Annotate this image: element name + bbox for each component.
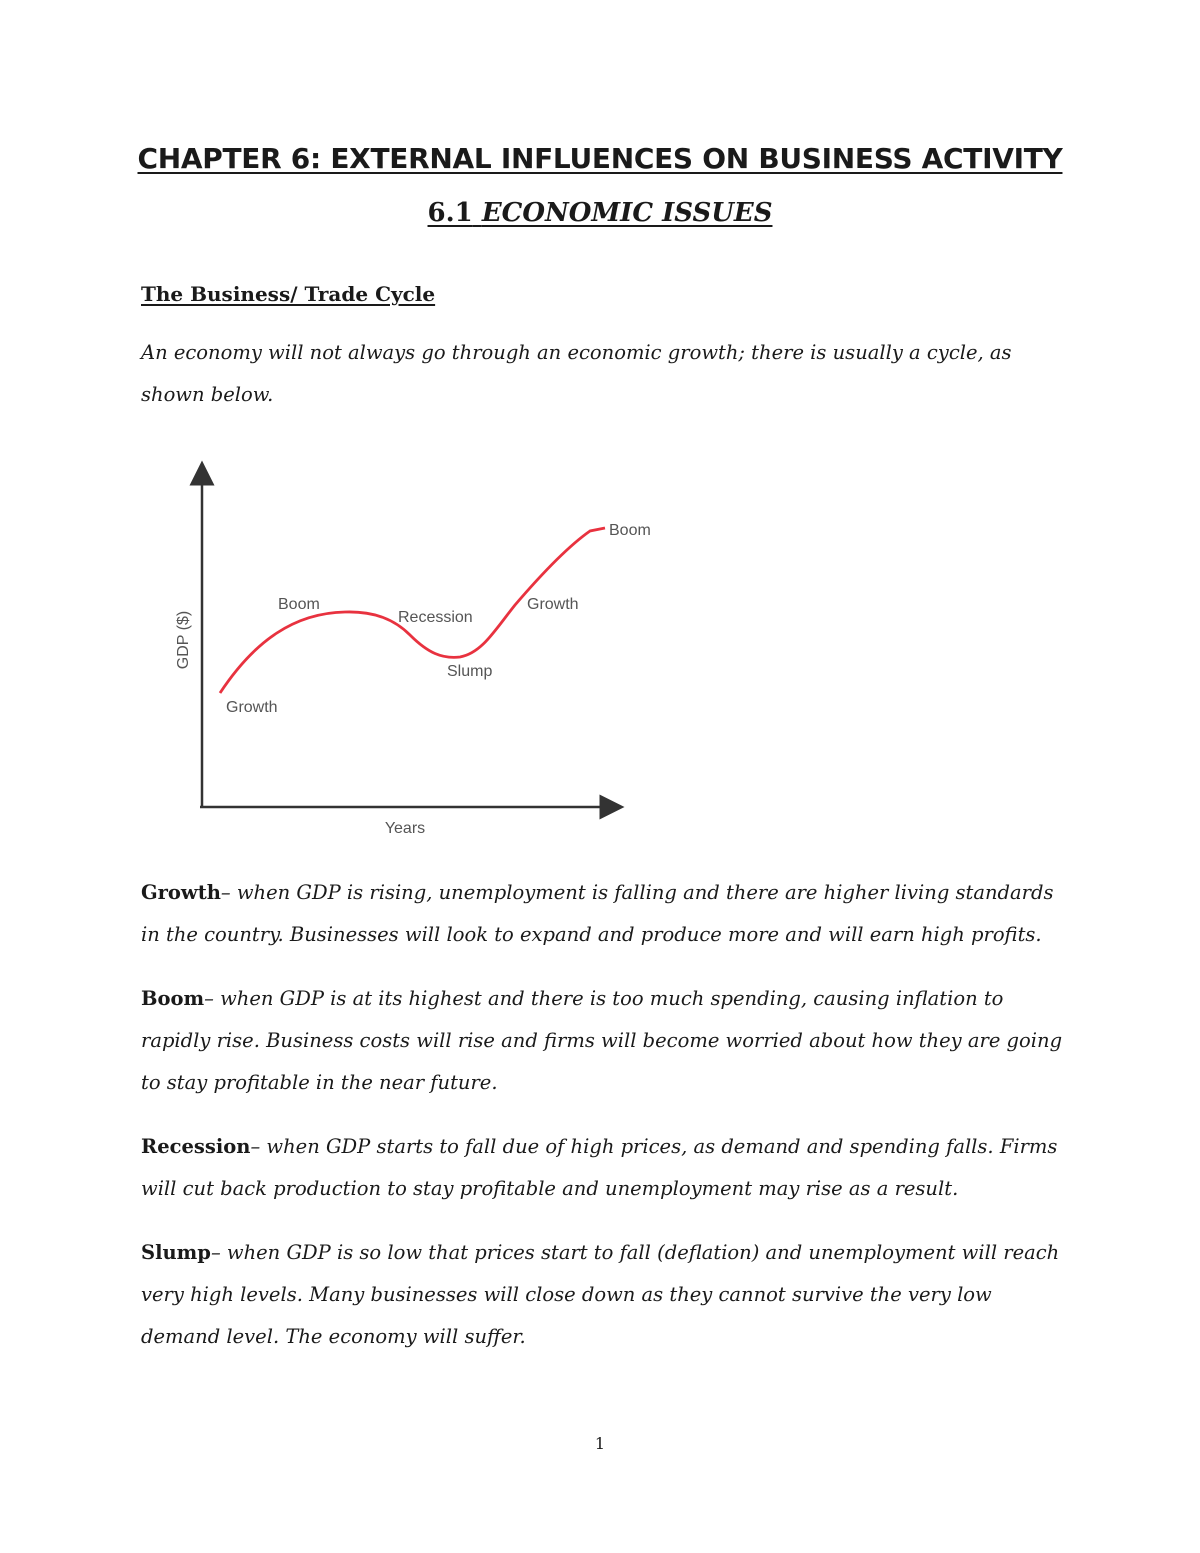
definition-growth [141,872,1076,956]
page-number: 1 [594,1434,606,1453]
definition-boom [141,978,1076,1104]
section-number: 6.1 [427,198,473,228]
stage-label-boom-1: Boom [278,596,320,613]
definition-term: Boom [141,987,205,1010]
stage-label-growth-2: Growth [527,596,579,613]
definition-term: Recession [141,1135,251,1158]
definition-text: when GDP is rising, unemployment is falling and there are higher living standards in the country. Businesses will look to expand and produce more and will earn high profits. [141,881,1054,946]
chapter-title: CHAPTER 6: EXTERNAL INFLUENCES ON BUSINESS ACTIVITY [137,142,1063,175]
definition-separator: – [250,1135,267,1158]
intro-paragraph: An economy will not always go through an economic growth; there is usually a cycle, as shown below. [141,341,1012,406]
stage-label-growth-1: Growth [226,699,278,716]
definition-separator: – [204,987,221,1010]
stage-label-boom-2: Boom [609,522,651,539]
y-axis-label: GDP ($) [175,610,192,670]
definition-text: when GDP starts to fall due of high prices, as demand and spending falls. Firms will cut back production to stay profitable and unemployment may rise as a result. [141,1135,1058,1200]
definition-separator: – [210,1241,227,1264]
definition-slump [141,1232,1076,1358]
stage-label-slump: Slump [447,663,493,680]
stage-label-recession: Recession [398,609,473,626]
x-axis-label: Years [384,820,426,837]
definition-text: when GDP is at its highest and there is too much spending, causing inflation to rapidly rise. Business costs will rise and firms will become worried about how they are going to stay profitable in the near future. [141,987,1063,1094]
definition-separator: – [220,881,237,904]
definitions-list [141,872,1076,1380]
section-name: ECONOMIC ISSUES [481,198,773,228]
business-cycle-svg [150,455,670,850]
section-title [0,198,1200,228]
subheading-business-cycle: The Business/ Trade Cycle [141,282,436,306]
definition-text: when GDP is so low that prices start to fall (deflation) and unemployment will reach very high levels. Many businesses will close down as they cannot survive the very low demand level. The economy will suffer. [141,1241,1060,1348]
definition-term: Slump [141,1241,211,1264]
definition-recession [141,1126,1076,1210]
business-cycle-diagram [150,455,670,850]
definition-term: Growth [141,881,221,904]
